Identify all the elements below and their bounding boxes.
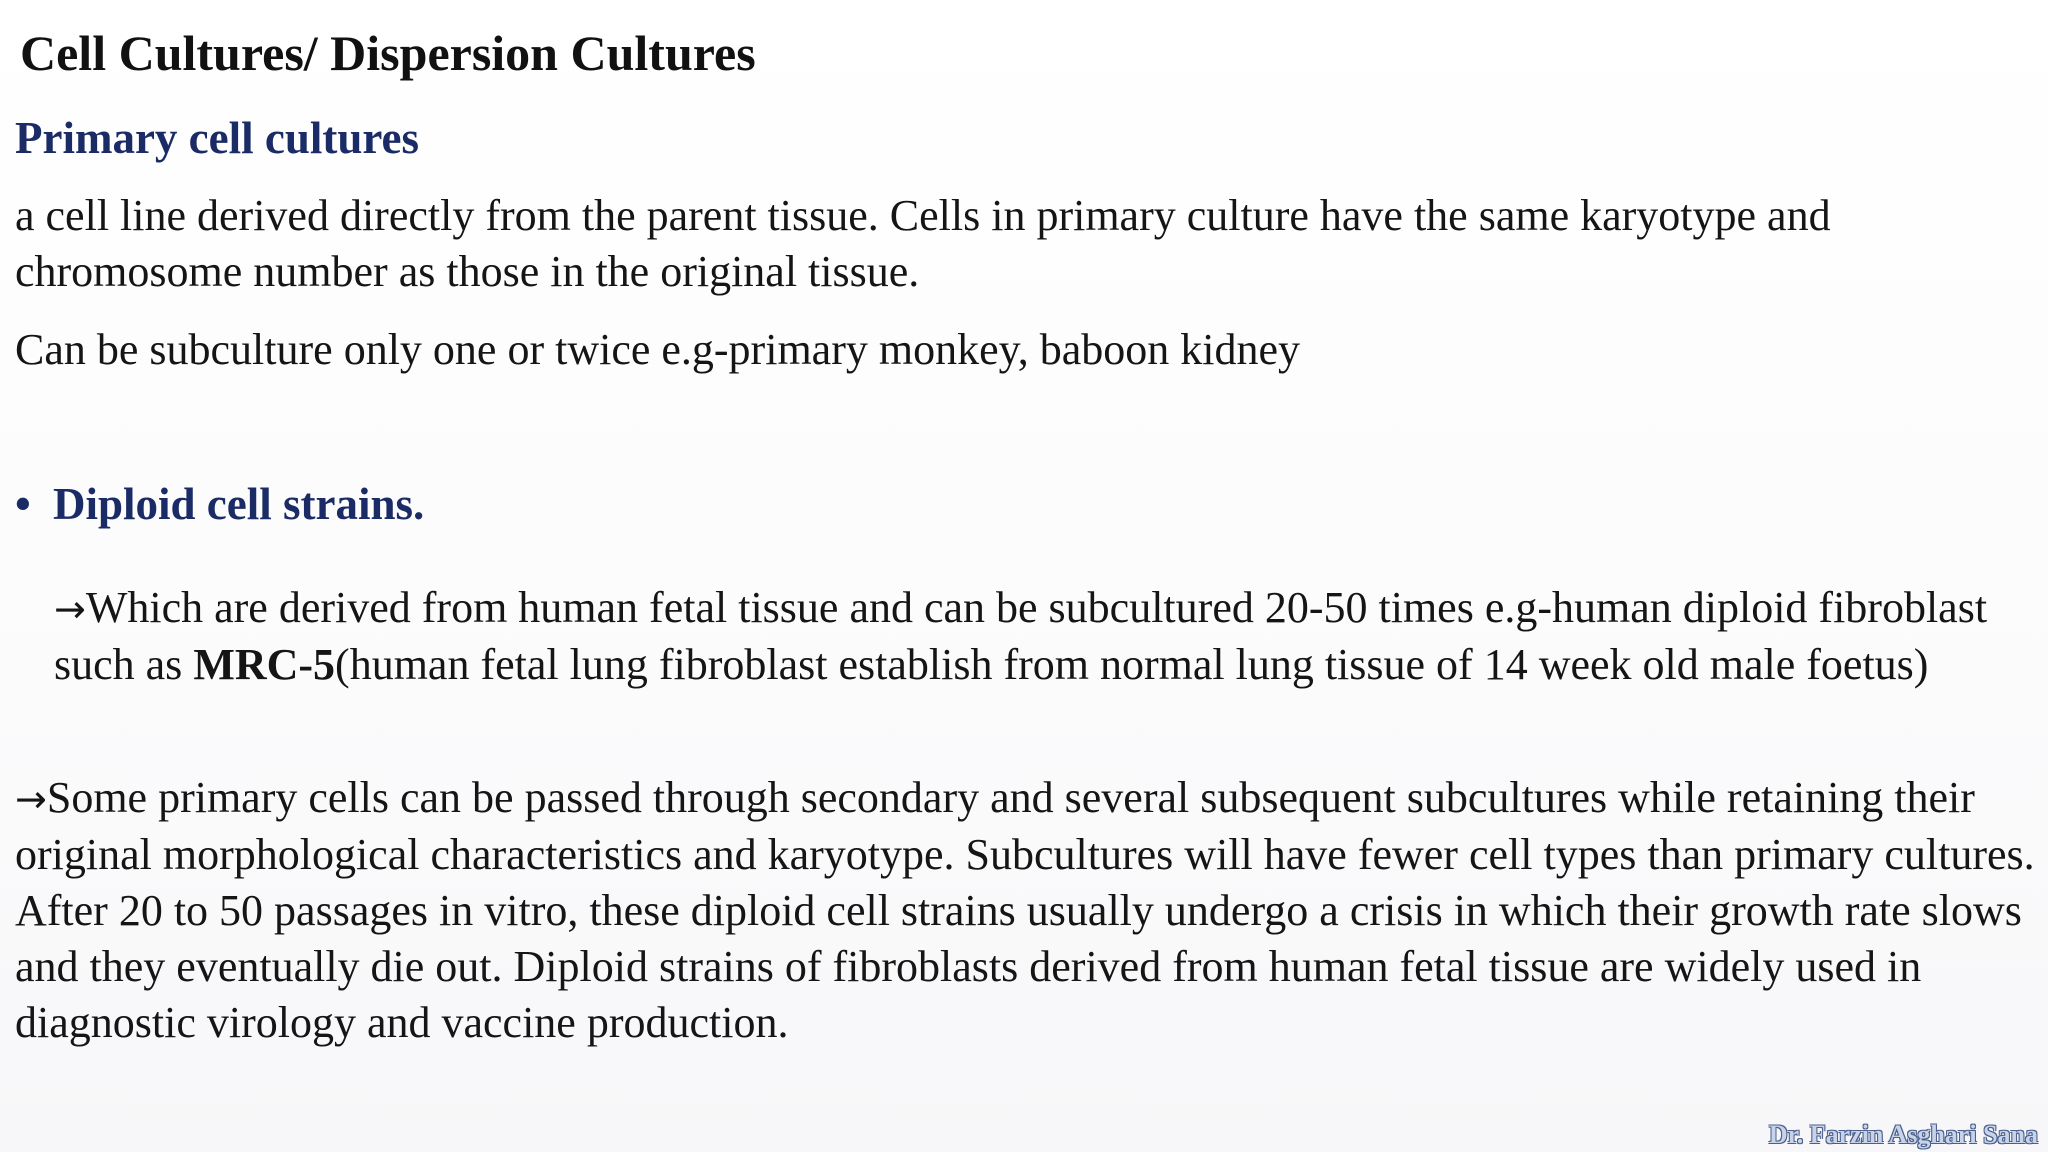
diploid-description-text-a: Which are derived from human fetal tissue and can be subcultured 20-50 times e.g-human diploid fibroblast such as	[54, 583, 1988, 689]
primary-cell-cultures-heading: Primary cell cultures	[15, 113, 420, 163]
diploid-heading-row	[15, 478, 424, 530]
mrc5-label: MRC-5	[193, 640, 336, 689]
author-watermark: Dr. Farzin Asghari Sana	[1768, 1120, 2038, 1149]
bullet-icon: •	[15, 479, 31, 529]
arrow-right-icon: →	[15, 777, 47, 821]
primary-subculture-paragraph: Can be subculture only one or twice e.g-primary monkey, baboon kidney	[15, 325, 1301, 374]
diploid-detail-text: Some primary cells can be passed through secondary and several subsequent subcultures while retaining their original morphological characteristics and karyotype. Subcultures will have fewer cell types than primary cultures. After 20 to 50 passages in vitro, these diploid cell strains usually undergo a crisis in which their growth rate slows and they eventually die out. Diploid strains of fibroblasts derived from human fetal tissue are widely used in diagnostic virology and vaccine production.	[15, 773, 2035, 1047]
diploid-cell-strains-heading: Diploid cell strains.	[53, 479, 425, 529]
diploid-description-text-b: (human fetal lung fibroblast establish from normal lung tissue of 14 week old male foetus)	[335, 640, 1929, 689]
arrow-right-icon: →	[54, 587, 86, 631]
primary-definition-paragraph: a cell line derived directly from the parent tissue. Cells in primary culture have the same karyotype and chromosome number as those in the original tissue.	[15, 191, 1831, 296]
diploid-description-paragraph	[54, 580, 2034, 693]
page-title: Cell Cultures/ Dispersion Cultures	[20, 25, 756, 81]
diploid-detail-paragraph	[15, 770, 2035, 1051]
